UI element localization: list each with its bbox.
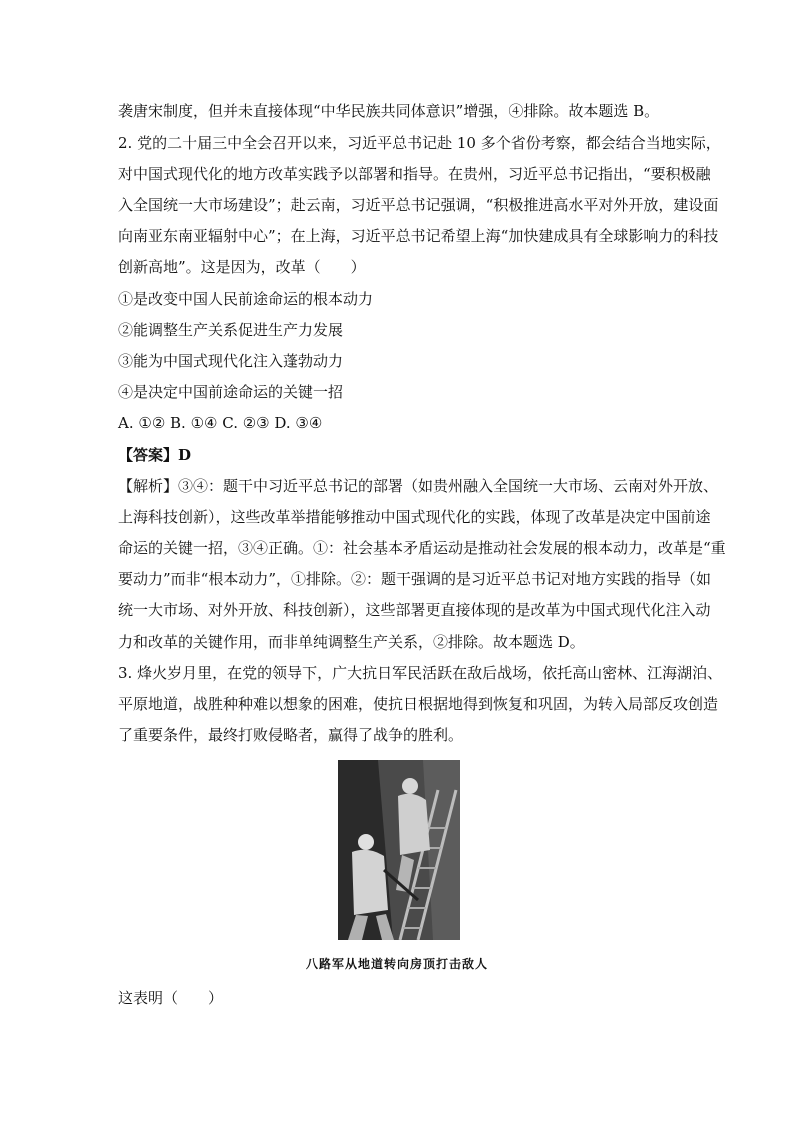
text-line: 要动力”而非“根本动力”，①排除。②：题干强调的是习近平总书记对地方实践的指导（如 (118, 570, 712, 588)
choices: A. ①② B. ①④ C. ②③ D. ③④ (118, 414, 323, 432)
text-line: 对中国式现代化的地方改革实践予以部署和指导。在贵州，习近平总书记指出，“要积极融 (118, 165, 711, 183)
option-1: ①是改变中国人民前途命运的根本动力 (118, 290, 374, 308)
option-4: ④是决定中国前途命运的关键一招 (118, 383, 344, 401)
question-3-stem: 3. 烽火岁月里，在党的领导下，广大抗日军民活跃在敌后战场，依托高山密林、江海湖泊、 (118, 664, 723, 682)
text-line: 平原地道，战胜种种难以想象的困难，使抗日根据地得到恢复和巩固，为转入局部反攻创造 (118, 695, 719, 713)
text-line: 力和改革的关键作用，而非单纯调整生产关系，②排除。故本题选 D。 (118, 633, 585, 651)
text-line: 创新高地”。这是因为，改革（ ） (118, 258, 366, 276)
historical-photo (338, 760, 460, 940)
text-line: 上海科技创新），这些改革举措能够推动中国式现代化的实践，体现了改革是决定中国前途 (118, 508, 711, 526)
analysis: 【解析】③④：题干中习近平总书记的部署（如贵州融入全国统一大市场、云南对外开放、 (118, 477, 719, 495)
text-line: 入全国统一大市场建设”；赴云南，习近平总书记强调，“积极推进高水平对外开放，建设面 (118, 196, 719, 214)
text-line: 向南亚东南亚辐射中心”；在上海，习近平总书记希望上海“加快建成具有全球影响力的科技 (118, 227, 719, 245)
text-line: 统一大市场、对外开放、科技创新），这些部署更直接体现的是改革为中国式现代化注入动 (118, 601, 711, 619)
text-line: 了重要条件，最终打败侵略者，赢得了战争的胜利。 (118, 726, 464, 744)
text-line: 袭唐宋制度，但并未直接体现“中华民族共同体意识”增强，④排除。故本题选 B。 (118, 102, 660, 120)
answer: 【答案】D (118, 446, 192, 464)
option-2: ②能调整生产关系促进生产力发展 (118, 321, 344, 339)
soldiers-on-ladder-image (338, 760, 460, 940)
figure-caption: 八路军从地道转向房顶打击敌人 (305, 957, 488, 971)
question-3-prompt: 这表明（ ） (118, 989, 224, 1007)
question-2-stem: 2. 党的二十届三中全会召开以来，习近平总书记赴 10 多个省份考察，都会结合当地实际， (118, 134, 721, 152)
text-line: 命运的关键一招，③④正确。①：社会基本矛盾运动是推动社会发展的根本动力，改革是“重 (118, 539, 726, 557)
option-3: ③能为中国式现代化注入蓬勃动力 (118, 352, 344, 370)
